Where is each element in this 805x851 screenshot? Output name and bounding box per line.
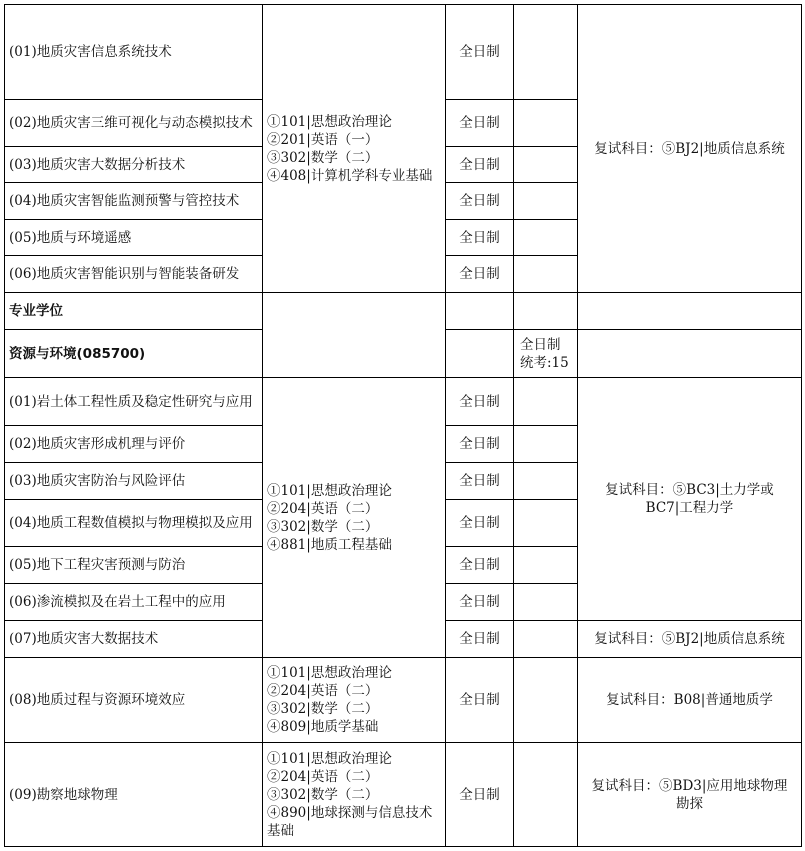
retest-note-cell: 复试科目：⑤BJ2|地质信息系统	[578, 621, 802, 658]
study-mode-cell: 全日制	[446, 463, 514, 500]
direction-cell: (06)地质灾害智能识别与智能装备研发	[5, 256, 263, 293]
quota-cell	[514, 621, 578, 658]
retest-note-cell: 复试科目：⑤BD3|应用地球物理 勘探	[578, 743, 802, 847]
direction-cell: (08)地质过程与资源环境效应	[5, 658, 263, 743]
study-mode-cell: 全日制	[446, 658, 514, 743]
quota-cell	[514, 463, 578, 500]
direction-cell: (05)地质与环境遥感	[5, 220, 263, 256]
study-mode-cell: 全日制	[446, 743, 514, 847]
quota-cell	[514, 183, 578, 220]
direction-cell: (05)地下工程灾害预测与防治	[5, 547, 263, 584]
study-mode-cell: 全日制	[446, 584, 514, 621]
retest-note-cell: 复试科目：B08|普通地质学	[578, 658, 802, 743]
direction-cell: (01)地质灾害信息系统技术	[5, 5, 263, 100]
empty-cell	[446, 293, 514, 330]
empty-cell	[514, 293, 578, 330]
direction-cell: (02)地质灾害形成机理与评价	[5, 426, 263, 463]
direction-cell: (02)地质灾害三维可视化与动态模拟技术	[5, 100, 263, 147]
study-mode-cell: 全日制	[446, 378, 514, 426]
quota-cell	[514, 547, 578, 584]
quota-cell	[514, 100, 578, 147]
exam-subjects-cell: ①101|思想政治理论 ②204|英语（二） ③302|数学（二） ④881|地质工程基础	[263, 378, 446, 658]
direction-cell: (03)地质灾害大数据分析技术	[5, 147, 263, 183]
empty-cell	[578, 330, 802, 378]
quota-cell	[514, 220, 578, 256]
empty-cell	[263, 293, 446, 378]
empty-cell	[446, 330, 514, 378]
direction-cell: (04)地质工程数值模拟与物理模拟及应用	[5, 500, 263, 547]
direction-cell: (03)地质灾害防治与风险评估	[5, 463, 263, 500]
retest-note-cell: 复试科目：⑤BC3|土力学或 BC7|工程力学	[578, 378, 802, 621]
exam-subjects-cell: ①101|思想政治理论 ②204|英语（二） ③302|数学（二） ④809|地质学基础	[263, 658, 446, 743]
direction-cell: (04)地质灾害智能监测预警与管控技术	[5, 183, 263, 220]
admission-table	[4, 4, 802, 847]
study-mode-cell: 全日制	[446, 183, 514, 220]
exam-subjects-cell: ①101|思想政治理论 ②201|英语（一） ③302|数学（二） ④408|计算机学科专业基础	[263, 5, 446, 293]
retest-note-cell: 复试科目：⑤BJ2|地质信息系统	[578, 5, 802, 293]
quota-cell	[514, 658, 578, 743]
quota-cell: 全日制 统考:15	[514, 330, 578, 378]
direction-cell: (01)岩土体工程性质及稳定性研究与应用	[5, 378, 263, 426]
quota-cell	[514, 426, 578, 463]
study-mode-cell: 全日制	[446, 426, 514, 463]
empty-cell	[578, 293, 802, 330]
quota-cell	[514, 378, 578, 426]
direction-cell: (06)渗流模拟及在岩土工程中的应用	[5, 584, 263, 621]
study-mode-cell: 全日制	[446, 5, 514, 100]
study-mode-cell: 全日制	[446, 621, 514, 658]
quota-cell	[514, 584, 578, 621]
exam-subjects-cell: ①101|思想政治理论 ②204|英语（二） ③302|数学（二） ④890|地球探测与信息技术基础	[263, 743, 446, 847]
category-heading: 专业学位	[5, 293, 263, 330]
quota-cell	[514, 500, 578, 547]
study-mode-cell: 全日制	[446, 147, 514, 183]
study-mode-cell: 全日制	[446, 100, 514, 147]
direction-cell: (07)地质灾害大数据技术	[5, 621, 263, 658]
quota-cell	[514, 5, 578, 100]
quota-cell	[514, 147, 578, 183]
program-name: 资源与环境(085700)	[5, 330, 263, 378]
direction-cell: (09)勘察地球物理	[5, 743, 263, 847]
quota-cell	[514, 256, 578, 293]
quota-cell	[514, 743, 578, 847]
study-mode-cell: 全日制	[446, 547, 514, 584]
study-mode-cell: 全日制	[446, 256, 514, 293]
study-mode-cell: 全日制	[446, 220, 514, 256]
study-mode-cell: 全日制	[446, 500, 514, 547]
